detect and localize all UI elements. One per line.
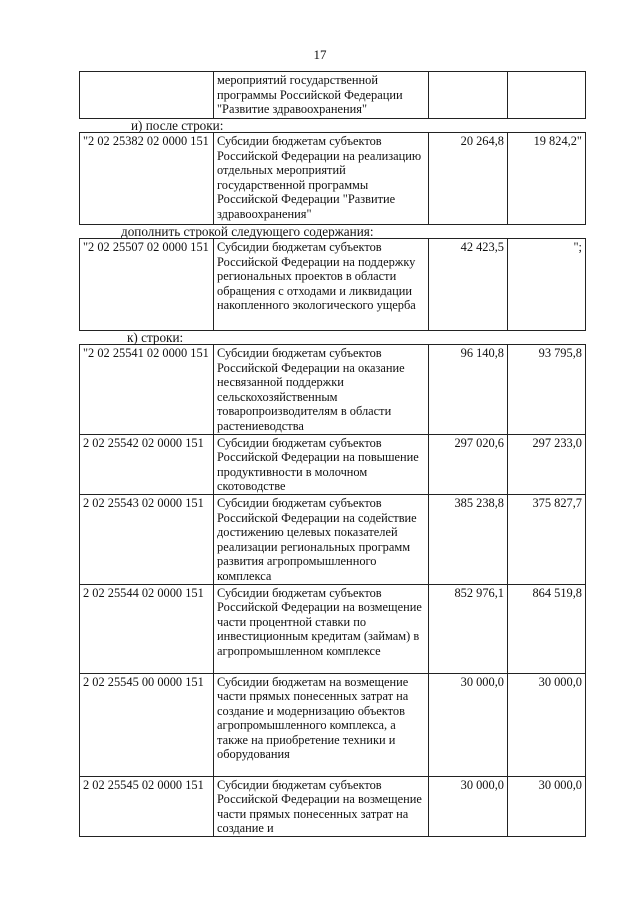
- budget-code-cell: 2 02 25545 00 0000 151: [80, 673, 214, 776]
- description-cell: Субсидии бюджетам субъектов Российской Федерации на возмещение части процентной ставки по инвестиционным кредитам (займам) в агропромышленном комплексе: [214, 584, 429, 673]
- document-sheet: [79, 71, 585, 837]
- table-fragment-top: [79, 71, 586, 119]
- amount-cell-1: [429, 72, 508, 119]
- budget-code-cell: "2 02 25382 02 0000 151: [80, 133, 214, 225]
- amount-cell-1: 96 140,8: [429, 345, 508, 435]
- table-row: [80, 133, 586, 225]
- budget-code-cell: "2 02 25541 02 0000 151: [80, 345, 214, 435]
- table-row: [80, 494, 586, 584]
- description-cell: Субсидии бюджетам субъектов Российской Федерации на возмещение части прямых понесенных затрат на создание и: [214, 776, 429, 836]
- amount-cell-2: 30 000,0: [508, 776, 586, 836]
- amount-cell-1: 42 423,5: [429, 239, 508, 331]
- amount-cell-2: 864 519,8: [508, 584, 586, 673]
- page-number: 17: [313, 47, 327, 62]
- description-cell: Субсидии бюджетам на возмещение части прямых понесенных затрат на создание и модернизацию объектов агропромышленного комплекса, а также на приобретение техники и оборудования: [214, 673, 429, 776]
- amount-cell-1: 852 976,1: [429, 584, 508, 673]
- table-row: [80, 72, 586, 119]
- description-cell: Субсидии бюджетам субъектов Российской Федерации на реализацию отдельных мероприятий государственной программы Российской Федерации "Развитие здравоохранения": [214, 133, 429, 225]
- table-row: [80, 434, 586, 494]
- table-row: [80, 584, 586, 673]
- description-cell: Субсидии бюджетам субъектов Российской Федерации на оказание несвязанной поддержки сельскохозяйственным товаропроизводителям в области растениеводства: [214, 345, 429, 435]
- table-fragment-add: [79, 238, 586, 331]
- amount-cell-2: 297 233,0: [508, 434, 586, 494]
- amount-cell-2: ";: [508, 239, 586, 331]
- amendment-intro-add: дополнить строкой следующего содержания:: [121, 224, 374, 239]
- amount-cell-2: [508, 72, 586, 119]
- budget-code-cell: 2 02 25545 02 0000 151: [80, 776, 214, 836]
- amount-cell-1: 30 000,0: [429, 776, 508, 836]
- amount-cell-1: 30 000,0: [429, 673, 508, 776]
- table-fragment-k: [79, 344, 586, 837]
- budget-code-cell: [80, 72, 214, 119]
- description-cell: Субсидии бюджетам субъектов Российской Федерации на повышение продуктивности в молочном скотоводстве: [214, 434, 429, 494]
- description-cell: Субсидии бюджетам субъектов Российской Федерации на поддержку региональных проектов в области обращения с отходами и ликвидации накопленного экологического ущерба: [214, 239, 429, 331]
- amount-cell-1: 297 020,6: [429, 434, 508, 494]
- amount-cell-2: 19 824,2": [508, 133, 586, 225]
- amendment-intro-k: к) строки:: [127, 330, 184, 345]
- amount-cell-1: 20 264,8: [429, 133, 508, 225]
- amount-cell-2: 375 827,7: [508, 494, 586, 584]
- budget-code-cell: 2 02 25542 02 0000 151: [80, 434, 214, 494]
- budget-code-cell: 2 02 25544 02 0000 151: [80, 584, 214, 673]
- amount-cell-2: 93 795,8: [508, 345, 586, 435]
- amendment-intro-i: и) после строки:: [131, 118, 224, 133]
- amount-cell-1: 385 238,8: [429, 494, 508, 584]
- table-row: [80, 673, 586, 776]
- budget-code-cell: 2 02 25543 02 0000 151: [80, 494, 214, 584]
- table-row: [80, 776, 586, 836]
- table-row: [80, 345, 586, 435]
- amount-cell-2: 30 000,0: [508, 673, 586, 776]
- description-cell: Субсидии бюджетам субъектов Российской Федерации на содействие достижению целевых показателей реализации региональных программ развития агропромышленного комплекса: [214, 494, 429, 584]
- table-fragment-i: [79, 132, 586, 225]
- table-row: [80, 239, 586, 331]
- budget-code-cell: "2 02 25507 02 0000 151: [80, 239, 214, 331]
- description-cell: мероприятий государственной программы Российской Федерации "Развитие здравоохранения": [214, 72, 429, 119]
